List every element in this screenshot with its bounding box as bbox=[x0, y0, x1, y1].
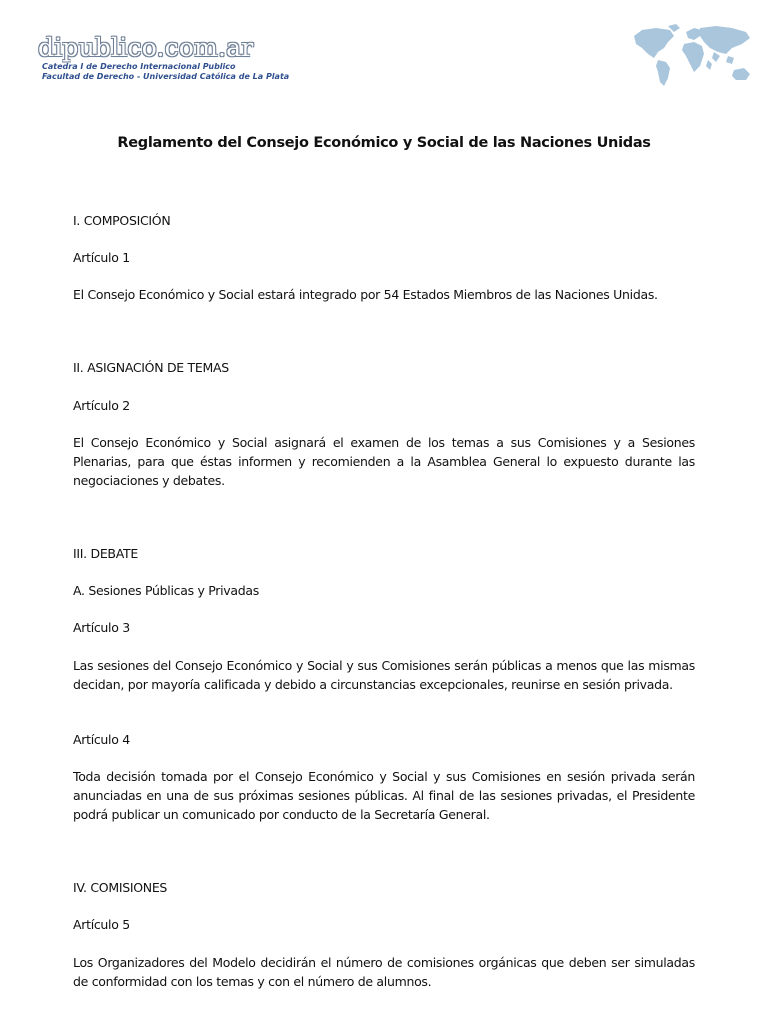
article-3-heading: Artículo 3 bbox=[73, 620, 130, 635]
article-4-text: Toda decisión tomada por el Consejo Económico y Social y sus Comisiones en sesión privada serán anunciadas en una de sus próximas sesiones públicas. Al final de las sesiones privadas, el Presidente podrá publicar un comunicado por conducto de la Secretaría General. bbox=[73, 769, 695, 822]
site-logo[interactable] bbox=[38, 34, 289, 81]
article-5-heading: Artículo 5 bbox=[73, 917, 130, 932]
page-header bbox=[0, 0, 768, 100]
section-heading-debate: III. DEBATE bbox=[73, 546, 138, 561]
article-2-text: El Consejo Económico y Social asignará el examen de los temas a sus Comisiones y a Sesiones Plenarias, para que éstas informen y recomienden a la Asamblea General lo expuesto durante las negociaciones y debates. bbox=[73, 435, 695, 488]
article-2-heading: Artículo 2 bbox=[73, 398, 130, 413]
site-name: dipublico.com.ar bbox=[38, 33, 254, 62]
world-map-icon bbox=[628, 22, 756, 92]
article-4-heading: Artículo 4 bbox=[73, 732, 130, 747]
logo-subtitle-2: Facultad de Derecho - Universidad Católica de La Plata bbox=[42, 71, 290, 81]
document-title: Reglamento del Consejo Económico y Social de las Naciones Unidas bbox=[117, 135, 651, 151]
subsection-heading-sesiones: A. Sesiones Públicas y Privadas bbox=[73, 583, 259, 598]
section-heading-comisiones: IV. COMISIONES bbox=[73, 880, 168, 895]
logo-subtitle-1: Catedra I de Derecho Internacional Publico bbox=[42, 62, 236, 71]
section-heading-composicion: I. COMPOSICIÓN bbox=[73, 213, 171, 228]
section-heading-asignacion: II. ASIGNACIÓN DE TEMAS bbox=[73, 360, 229, 375]
article-5-text: Los Organizadores del Modelo decidirán el número de comisiones orgánicas que deben ser simuladas de conformidad con los temas y con el número de alumnos. bbox=[73, 955, 695, 989]
article-3-text: Las sesiones del Consejo Económico y Social y sus Comisiones serán públicas a menos que las mismas decidan, por mayoría calificada y debido a circunstancias excepcionales, reunirse en sesión privada. bbox=[73, 658, 695, 692]
article-1-text: El Consejo Económico y Social estará integrado por 54 Estados Miembros de las Naciones Unidas. bbox=[73, 287, 658, 302]
article-1-heading: Artículo 1 bbox=[73, 250, 130, 265]
